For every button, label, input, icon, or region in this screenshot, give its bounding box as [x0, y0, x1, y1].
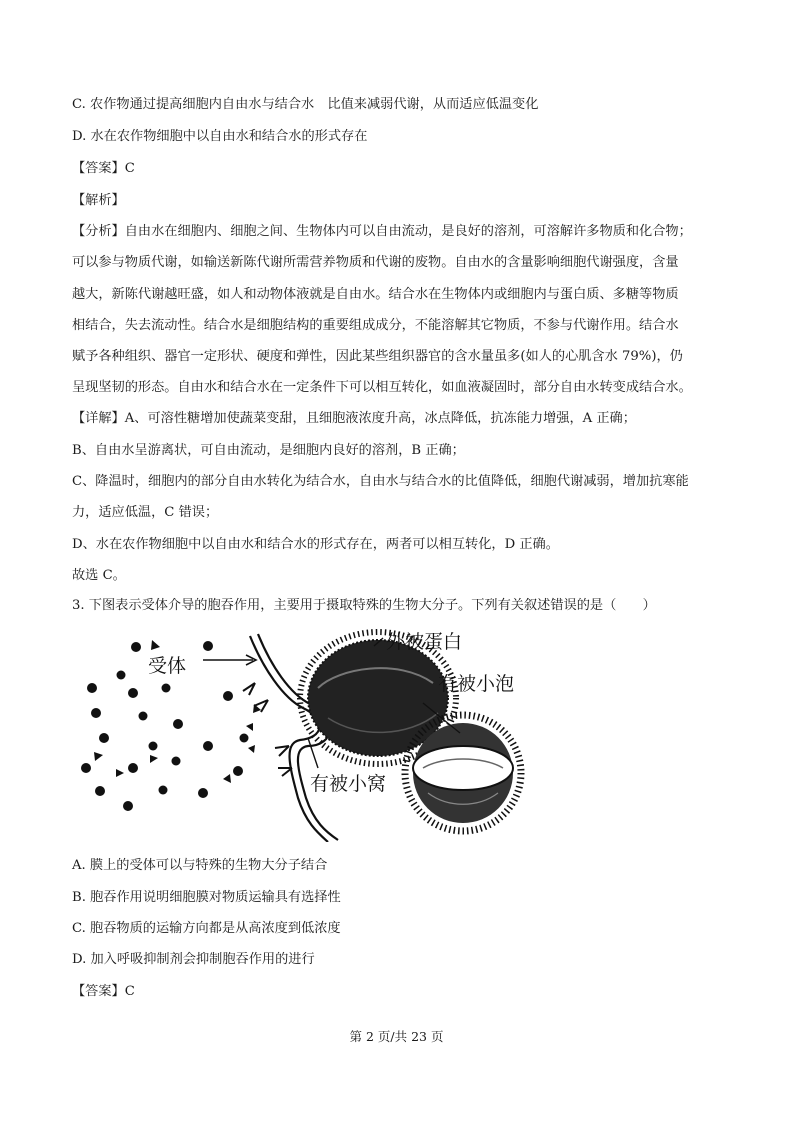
analysis-line-4: 相结合，失去流动性。结合水是细胞结构的重要组成成分，不能溶解其它物质，不参与代谢作用。结合水	[72, 318, 679, 333]
label-coat-protein: 外被蛋白	[386, 631, 463, 653]
detail-b: B、自由水呈游离状，可自由流动，是细胞内良好的溶剂，B 正确；	[72, 443, 465, 458]
detail-c-2: 力，适应低温，C 错误；	[72, 505, 219, 520]
label-coated-pit: 有被小窝	[310, 773, 387, 795]
option-c: C. 胞吞物质的运输方向都是从高浓度到低浓度	[72, 921, 341, 936]
analysis-heading: 【解析】	[72, 193, 125, 208]
analysis-line-2: 可以参与物质代谢，如输送新陈代谢所需营养物质和代谢的废物。自由水的含量影响细胞代谢强度，含量	[72, 255, 679, 270]
page-footer: 第 2 页/共 23 页	[349, 1029, 444, 1044]
analysis-line-1: 【分析】自由水在细胞内、细胞之间、生物体内可以自由流动，是良好的溶剂，可溶解许多物质和化合物；	[72, 224, 692, 239]
analysis-line-6: 呈现坚韧的形态。自由水和结合水在一定条件下可以相互转化，如血液凝固时，部分自由水转变成结合水。	[72, 380, 692, 395]
conclusion: 故选 C。	[72, 568, 126, 583]
analysis-line-5: 赋予各种组织、器官一定形状、硬度和弹性，因此某些组织器官的含水量虽多(如人的心肌含水 79%)，仍	[72, 349, 683, 364]
endocytosis-figure	[78, 628, 538, 842]
answer-prev: 【答案】C	[72, 161, 135, 176]
option-d: D. 加入呼吸抑制剂会抑制胞吞作用的进行	[72, 952, 315, 967]
label-coated-vesicle: 有被小泡	[438, 673, 515, 695]
option-c-prev: C. 农作物通过提高细胞内自由水与结合水 比值来减弱代谢，从而适应低温变化	[72, 97, 539, 112]
detail-d: D、水在农作物细胞中以自由水和结合水的形式存在，两者可以相互转化，D 正确。	[72, 537, 559, 552]
detail-a: 【详解】A、可溶性糖增加使蔬菜变甜，且细胞液浓度升高，冰点降低，抗冻能力增强，A 正确；	[72, 411, 636, 426]
label-receptor: 受体	[148, 655, 187, 677]
analysis-line-3: 越大，新陈代谢越旺盛，如人和动物体液就是自由水。结合水在生物体内或细胞内与蛋白质、多糖等物质	[72, 287, 679, 302]
answer: 【答案】C	[72, 984, 135, 999]
option-a: A. 膜上的受体可以与特殊的生物大分子结合	[72, 858, 328, 873]
option-b: B. 胞吞作用说明细胞膜对物质运输具有选择性	[72, 890, 341, 905]
question-3: 3. 下图表示受体介导的胞吞作用，主要用于摄取特殊的生物大分子。下列有关叙述错误的是（ ）	[72, 598, 656, 613]
detail-c-1: C、降温时，细胞内的部分自由水转化为结合水，自由水与结合水的比值降低，细胞代谢减弱，增加抗寒能	[72, 474, 689, 489]
option-d-prev: D. 水在农作物细胞中以自由水和结合水的形式存在	[72, 129, 368, 144]
